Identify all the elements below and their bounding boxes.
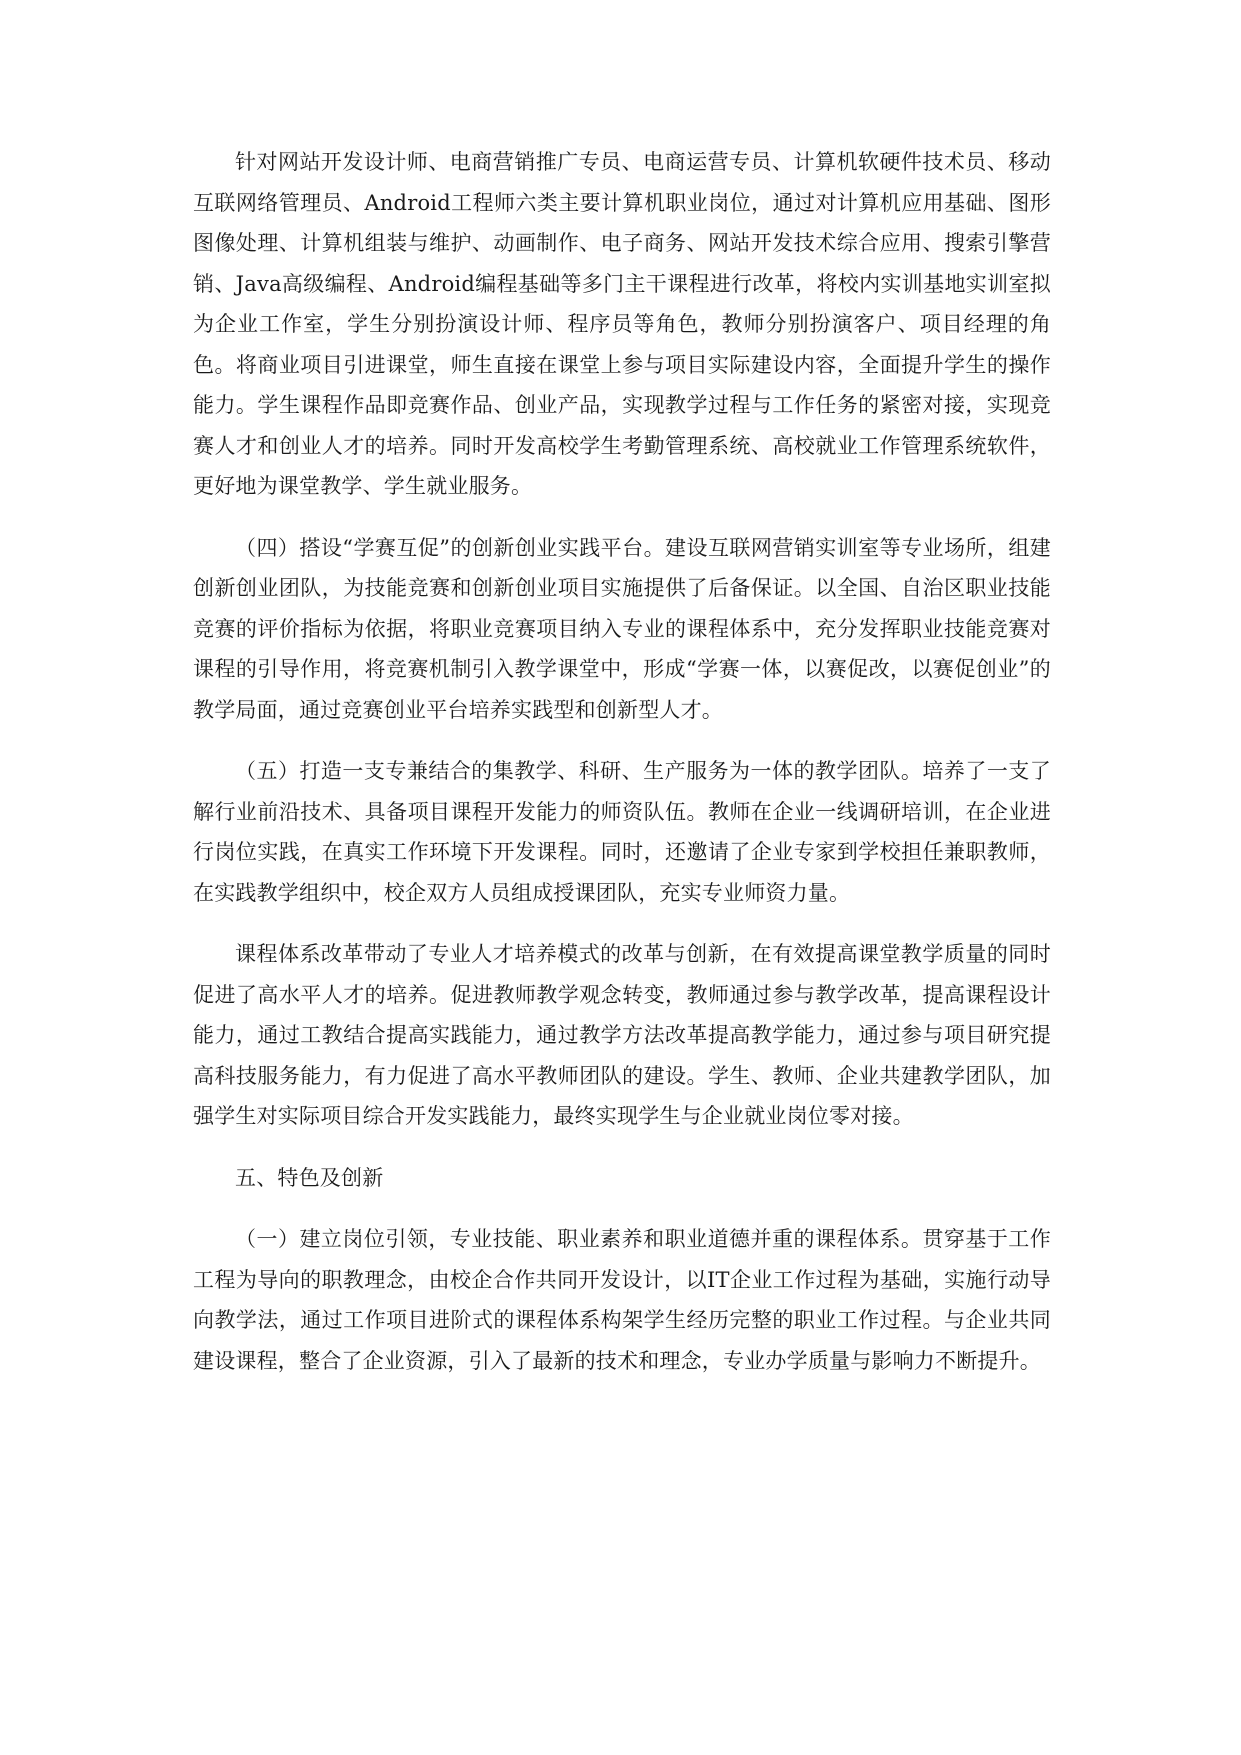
paragraph-teaching-team: （五）打造一支专兼结合的集教学、科研、生产服务为一体的教学团队。培养了一支了解行业前沿技术、具备项目课程开发能力的师资队伍。教师在企业一线调研培训，在企业进行岗位实践，在真实工作环境下开发课程。同时，还邀请了企业专家到学校担任兼职教师，在实践教学组织中，校企双方人员组成授课团队，充实专业师资力量。 [193,759,1051,905]
paragraph-competition-platform: （四）搭设“学赛互促”的创新创业实践平台。建设互联网营销实训室等专业场所，组建创新创业团队，为技能竞赛和创新创业项目实施提供了后备保证。以全国、自治区职业技能竞赛的评价指标为依据，将职业竞赛项目纳入专业的课程体系中，充分发挥职业技能竞赛对课程的引导作用，将竞赛机制引入教学课堂中，形成“学赛一体，以赛促改，以赛促创业”的教学局面，通过竞赛创业平台培养实践型和创新型人才。 [193,535,1051,722]
paragraph-reform-effects: 课程体系改革带动了专业人才培养模式的改革与创新，在有效提高课堂教学质量的同时促进了高水平人才的培养。促进教师教学观念转变，教师通过参与教学改革，提高课程设计能力，通过工教结合提高实践能力，通过教学方法改革提高教学能力，通过参与项目研究提高科技服务能力，有力促进了高水平教师团队的建设。学生、教师、企业共建教学团队，加强学生对实际项目综合开发实践能力，最终实现学生与企业就业岗位零对接。 [193,942,1051,1128]
paragraph-course-reform: 针对网站开发设计师、电商营销推广专员、电商运营专员、计算机软硬件技术员、移动互联网络管理员、Android工程师六类主要计算机职业岗位，通过对计算机应用基础、图形图像处理、计算机组装与维护、动画制作、电子商务、网站开发技术综合应用、搜索引擎营销、Java高级编程、Android编程基础等多门主干课程进行改革，将校内实训基地实训室拟为企业工作室，学生分别扮演设计师、程序员等角色，教师分别扮演客户、项目经理的角色。将商业项目引进课堂，师生直接在课堂上参与项目实际建设内容，全面提升学生的操作能力。学生课程作品即竞赛作品、创业产品，实现教学过程与工作任务的紧密对接，实现竞赛人才和创业人才的培养。同时开发高校学生考勤管理系统、高校就业工作管理系统软件，更好地为课堂教学、学生就业服务。 [193,150,1051,498]
paragraph-curriculum-system: （一）建立岗位引领，专业技能、职业素养和职业道德并重的课程体系。贯穿基于工作工程为导向的职教理念，由校企合作共同开发设计，以IT企业工作过程为基础，实施行动导向教学法，通过工作项目进阶式的课程体系构架学生经历完整的职业工作过程。与企业共同建设课程，整合了企业资源，引入了最新的技术和理念，专业办学质量与影响力不断提升。 [193,1227,1051,1373]
document-body [193,142,1051,1402]
section-heading: 五、特色及创新 [235,1165,384,1190]
